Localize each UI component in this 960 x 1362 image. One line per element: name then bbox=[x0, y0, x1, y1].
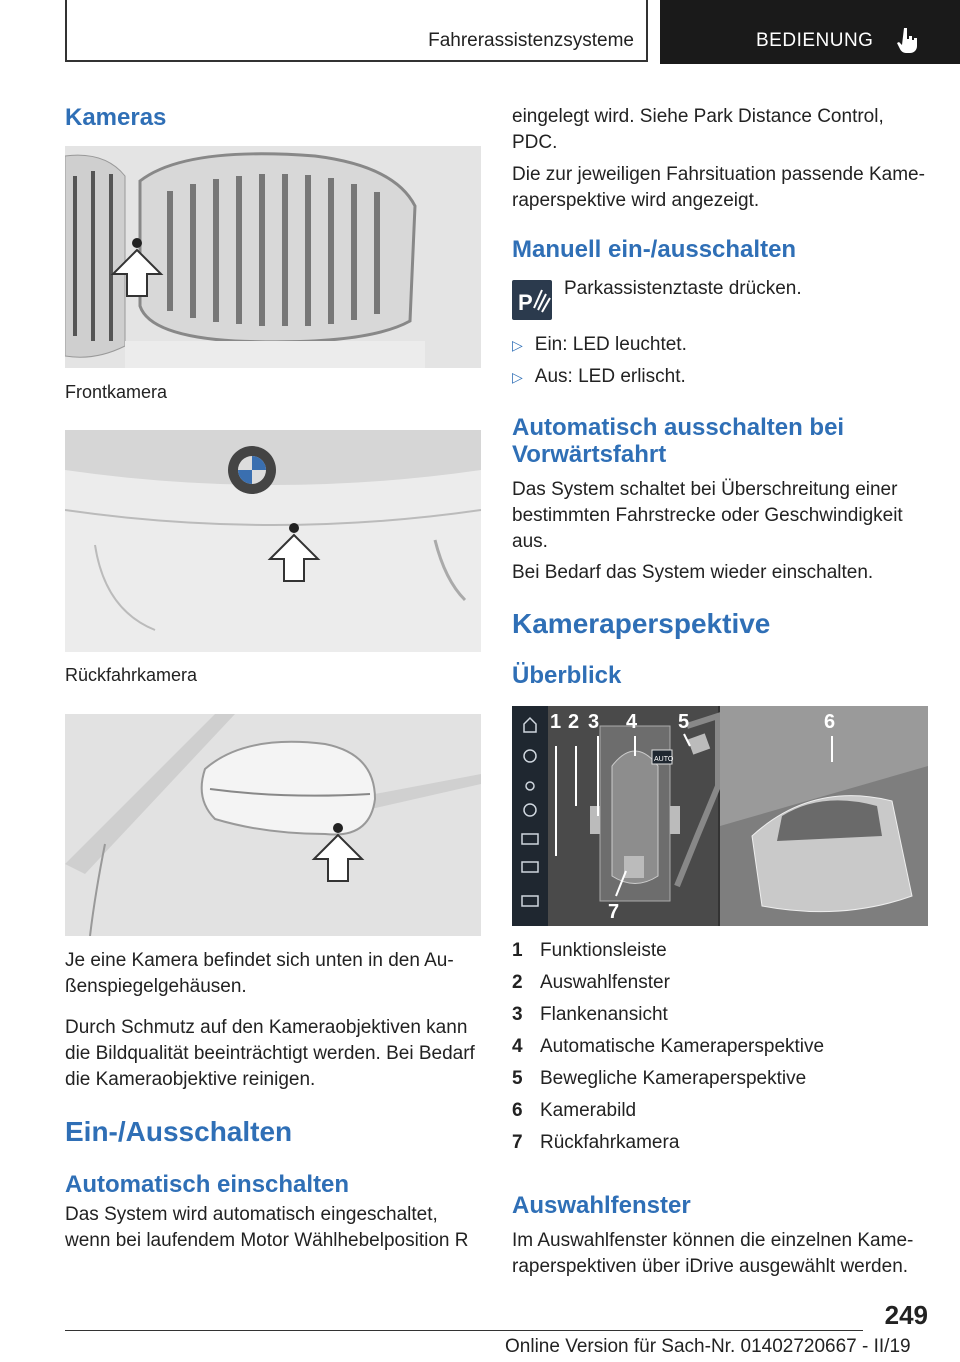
list-item-aus: ▷ Aus: LED erlischt. bbox=[512, 366, 686, 387]
heading-ueberblick: Überblick bbox=[512, 662, 622, 689]
paragraph-mirror-camera: Je eine Kamera befindet sich unten in den Außenspiegelgehäusen. bbox=[65, 950, 454, 997]
svg-text:4: 4 bbox=[626, 711, 638, 733]
footer-version-text: Online Version für Sach-Nr. 01402720667 - II/19 bbox=[505, 1336, 911, 1357]
svg-text:7: 7 bbox=[608, 901, 620, 923]
page-number: 249 bbox=[884, 1300, 928, 1330]
paragraph-auto-einschalten: Das System wird automatisch eingeschaltet, wenn bei laufendem Motor Wählhebelposition R bbox=[65, 1204, 469, 1251]
caption-rear-camera: Rückfahrkamera bbox=[65, 665, 198, 685]
trunk-illustration bbox=[65, 430, 481, 652]
svg-text:6: 6 bbox=[824, 711, 836, 733]
legend-item-4: 4 Automatische Kameraperspektive bbox=[512, 1036, 825, 1057]
svg-text:3: 3 bbox=[588, 711, 600, 733]
heading-kameraperspektive: Kameraperspektive bbox=[512, 608, 771, 639]
header-chapter-title: BEDIENUNG bbox=[756, 30, 874, 51]
paragraph-perspective: Die zur jeweiligen Fahrsituation passende Kameraperspektive wird angezeigt. bbox=[512, 164, 925, 211]
legend-item-3: 3 Flankenansicht bbox=[512, 1004, 668, 1025]
camera-screen-diagram bbox=[512, 706, 928, 926]
paragraph-auto-aus-1: Das System schaltet bei Überschreitung einer bestimmten Fahrstrecke oder Geschwindigkeit aus. bbox=[512, 479, 903, 552]
park-assist-button-icon bbox=[512, 280, 552, 320]
heading-ein-ausschalten: Ein-/Ausschalten bbox=[65, 1116, 293, 1147]
auto-badge-label: AUTO bbox=[654, 756, 674, 763]
legend-item-2: 2 Auswahlfenster bbox=[512, 972, 670, 993]
footer-divider bbox=[65, 1330, 863, 1331]
caption-front-camera: Frontkamera bbox=[65, 382, 168, 402]
triangle-bullet-icon: ▷ bbox=[512, 369, 523, 385]
grille-illustration bbox=[65, 146, 481, 368]
legend-item-5: 5 Bewegliche Kameraperspektive bbox=[512, 1068, 807, 1089]
paragraph-cleaning: Durch Schmutz auf den Kameraobjektiven kann die Bildqualität beeinträchtigt werden. Bei Bedarf die Kameraobjektive reinigen. bbox=[65, 1017, 475, 1090]
legend-item-7: 7 Rückfahrkamera bbox=[512, 1132, 680, 1153]
mirror-illustration bbox=[65, 714, 481, 936]
header-chapter-box bbox=[660, 0, 960, 64]
front-camera-photo bbox=[65, 146, 481, 368]
rear-camera-photo bbox=[65, 430, 481, 652]
svg-text:2: 2 bbox=[568, 711, 580, 733]
paragraph-auto-aus-2: Bei Bedarf das System wieder einschalten. bbox=[512, 562, 874, 583]
svg-text:1: 1 bbox=[550, 711, 562, 733]
mirror-camera-photo bbox=[65, 714, 481, 936]
heading-automatisch-ausschalten: Automatisch ausschalten bei Vorwärtsfahrt bbox=[512, 414, 845, 468]
header-section-box bbox=[65, 0, 648, 62]
triangle-bullet-icon: ▷ bbox=[512, 337, 523, 353]
legend-item-1: 1 Funktionsleiste bbox=[512, 940, 667, 961]
svg-text:P: P bbox=[518, 290, 533, 315]
button-instruction: Parkassistenztaste drücken. bbox=[564, 278, 802, 299]
heading-automatisch-einschalten: Automatisch einschalten bbox=[65, 1171, 350, 1198]
list-item-ein: ▷ Ein: LED leuchtet. bbox=[512, 334, 687, 355]
paragraph-continued: eingelegt wird. Siehe Park Distance Control, PDC. bbox=[512, 106, 884, 153]
legend-item-6: 6 Kamerabild bbox=[512, 1100, 637, 1121]
pointing-hand-icon bbox=[896, 26, 920, 54]
heading-kameras: Kameras bbox=[65, 104, 167, 131]
header-section-title: Fahrerassistenzsysteme bbox=[428, 30, 634, 51]
heading-manuell: Manuell ein-/ausschalten bbox=[512, 236, 797, 263]
svg-text:5: 5 bbox=[678, 711, 690, 733]
heading-auswahlfenster: Auswahlfenster bbox=[512, 1192, 691, 1219]
paragraph-auswahlfenster: Im Auswahlfenster können die einzelnen Kameraperspektiven über iDrive ausgewählt werden. bbox=[512, 1230, 914, 1277]
